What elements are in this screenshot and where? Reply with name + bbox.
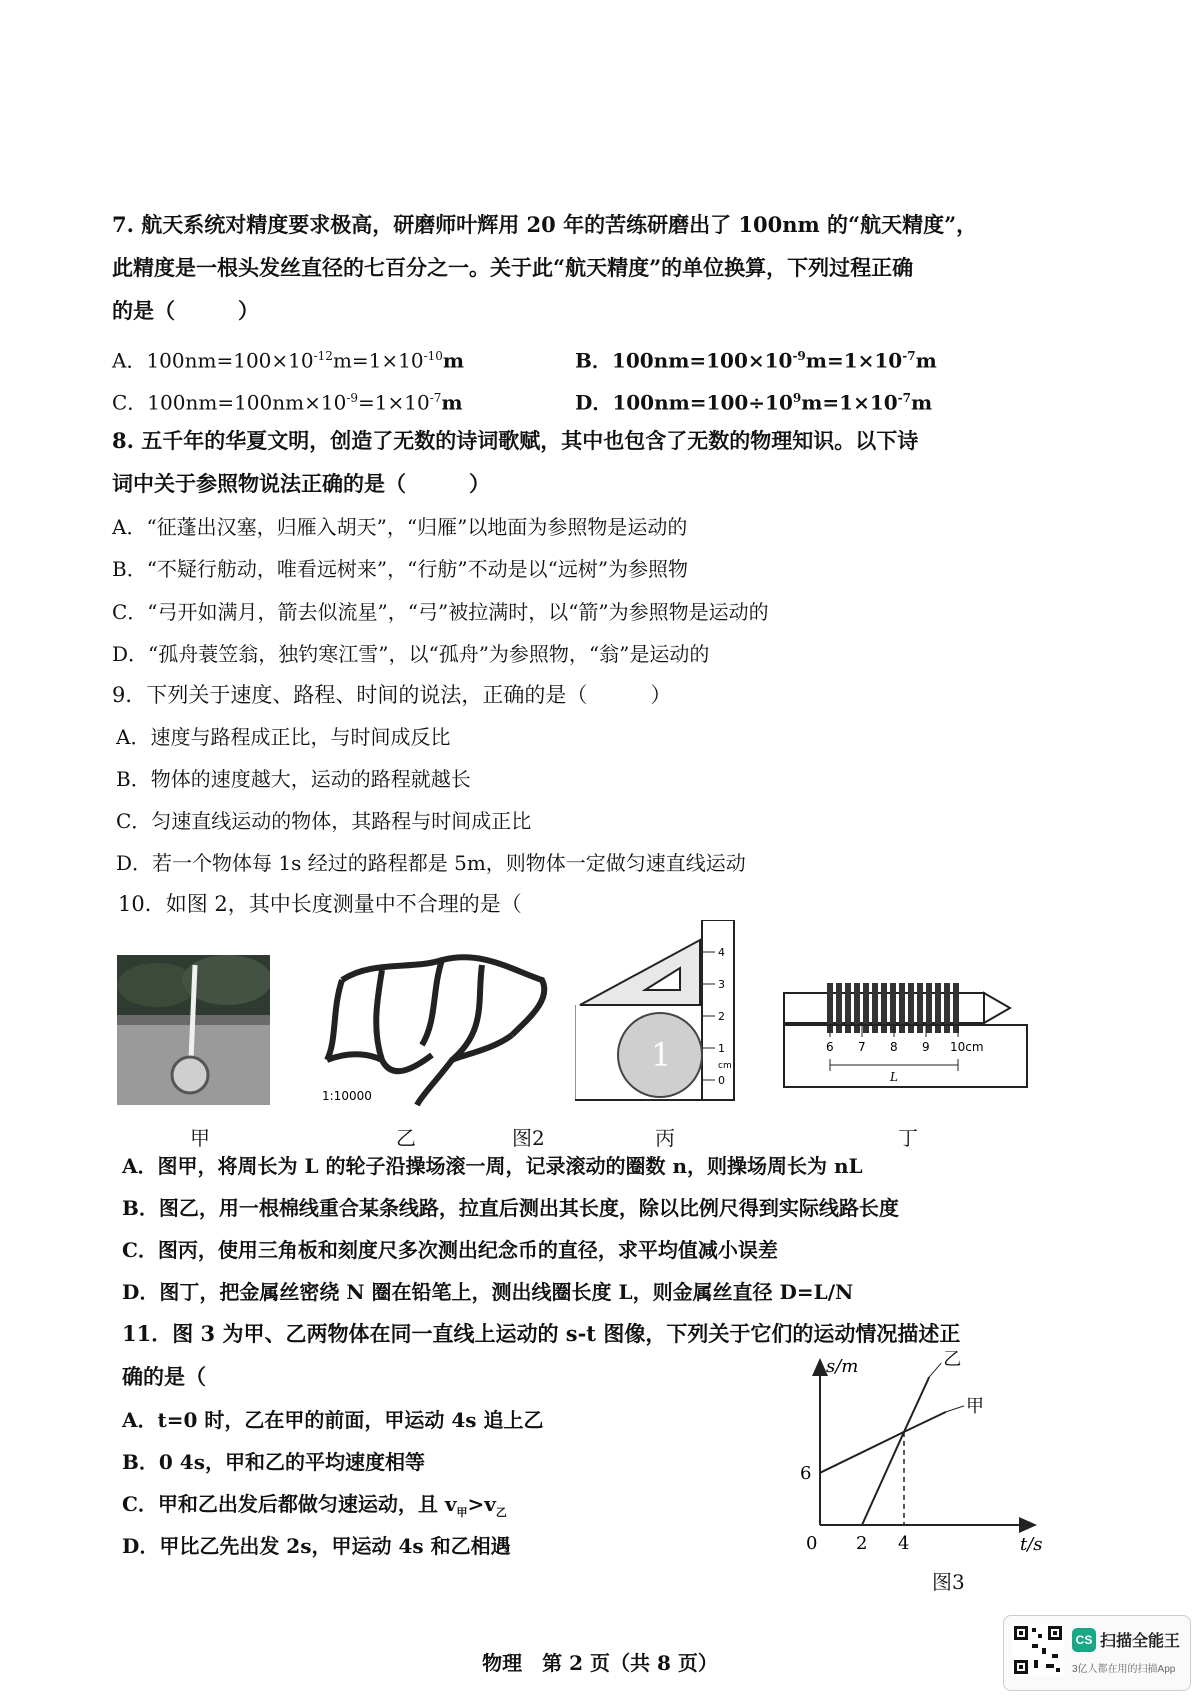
q9-option-d: D．若一个物体每 1s 经过的路程都是 5m，则物体一定做匀速直线运动 [116,851,746,875]
q11-option-a: A．t=0 时，乙在甲的前面，甲运动 4s 追上乙 [122,1408,544,1432]
series-line-jia [820,1412,946,1473]
q9-option-a: A．速度与路程成正比，与时间成反比 [116,725,451,749]
q11-option-b: B．0 4s，甲和乙的平均速度相等 [122,1450,425,1474]
q8-option-d: D．“孤舟蓑笠翁，独钓寒江雪”，以“孤舟”为参照物，“翁”是运动的 [112,642,710,666]
vruler-0: 0 [718,1074,725,1087]
figure-yi-map [312,940,552,1110]
q7-option-b: B．$100nm=100\times 10^{-9}m=1\times 10^{-7}m$ [575,348,937,373]
q11-option-d: D．甲比乙先出发 2s，甲运动 4s 和乙相遇 [122,1534,511,1558]
vruler-3: 3 [718,978,725,991]
y-tick-6: 6 [800,1462,812,1484]
figure-label-yi: 乙 [396,1126,416,1150]
q10-option-a: A．图甲，将周长为 L 的轮子沿操场滚一周，记录滚动的圈数 n，则操场周长为 nL [122,1154,863,1178]
y-axis-label: s/m [826,1356,859,1377]
figure-jia-photo [117,955,270,1105]
q9-line1: 9．下列关于速度、路程、时间的说法，正确的是（ ） [112,683,672,707]
figure-bing-ruler-coin [575,920,745,1105]
q7-option-a: A．$100nm=100\times 10^{-12}m=1\times 10^{-10}m$ [112,348,465,373]
q7-line2: 此精度是一根头发丝直径的七百分之一。关于此“航天精度”的单位换算，下列过程正确 [112,255,914,280]
series-leader-jia [946,1406,964,1412]
x-axis-label: t/s [1020,1534,1043,1555]
q9-option-b: B．物体的速度越大，运动的路程就越长 [116,767,471,791]
camscanner-logo-icon: CS [1072,1628,1096,1652]
page-footer: 物理 第 2 页（共 8 页） [482,1651,718,1675]
figure-2-caption: 图2 [512,1126,545,1150]
x-tick-0: 0 [806,1533,818,1554]
q10-option-b: B．图乙，用一根棉线重合某条线路，拉直后测出其长度，除以比例尺得到实际线路长度 [122,1196,899,1220]
ruler-tick-8: 8 [890,1040,898,1054]
figure-label-jia: 甲 [190,1126,210,1150]
q7-line3: 的是（ ） [112,298,259,323]
ruler-tick-10cm: 10cm [950,1040,984,1054]
x-tick-4: 4 [898,1533,910,1554]
x-tick-2: 2 [856,1533,868,1554]
q11-line1: 11．图 3 为甲、乙两物体在同一直线上运动的 s-t 图像，下列关于它们的运动情况描述正 [122,1321,961,1346]
q10-line1: 10．如图 2，其中长度测量中不合理的是（ [118,892,522,916]
figure-label-ding: 丁 [898,1126,918,1150]
q9-option-c: C．匀速直线运动的物体，其路程与时间成正比 [116,809,532,833]
vruler-4: 4 [718,946,725,959]
q7-line1: 7. 航天系统对精度要求极高，研磨师叶辉用 20 年的苦练研磨出了 100nm 的“航天精度”， [112,212,978,237]
scanner-app-name: 扫描全能王 [1100,1633,1181,1650]
q8-option-c: C．“弓开如满月，箭去似流星”，“弓”被拉满时，以“箭”为参照物是运动的 [112,600,769,624]
vruler-cm: cm [718,1061,732,1071]
q7-option-d: D．$100nm=100\div 10^9m=1\times 10^{-7}m$ [575,390,933,415]
figure-ding-coil-ruler [782,975,1032,1095]
q8-line1: 8. 五千年的华夏文明，创造了无数的诗词歌赋，其中也包含了无数的物理知识。以下诗 [112,428,919,453]
q11-line2: 确的是（ [122,1364,206,1389]
series-line-yi [862,1377,929,1525]
svg-text:1: 1 [651,1036,672,1074]
series-label-jia: 甲 [966,1395,984,1417]
series-label-yi: 乙 [943,1350,962,1371]
ruler-tick-6: 6 [826,1040,834,1054]
q10-option-d: D．图丁，把金属丝密绕 N 圈在铅笔上，测出线圈长度 L，则金属丝直径 D=L/N [122,1280,854,1304]
q7-option-c: C．$100nm=100nm\times 10^{-9}=1\times 10^{-7}m$ [112,390,463,415]
q8-line2: 词中关于参照物说法正确的是（ ） [112,471,490,496]
ruler-tick-9: 9 [922,1040,930,1054]
figure-3-caption: 图3 [932,1570,965,1594]
series-leader-yi [929,1363,941,1377]
ruler-tick-7: 7 [858,1040,866,1054]
map-scale: 1:10000 [322,1089,372,1103]
q11-option-c: C．甲和乙出发后都做匀速运动，且 $v_甲>v_乙$ [122,1492,507,1519]
vruler-1: 1 [718,1042,725,1055]
figure-label-bing: 丙 [655,1126,675,1150]
ruler-L-label: L [890,1070,898,1084]
st-graph [790,1350,1050,1570]
scanner-app-tagline: 3亿人都在用的扫描App [1072,1664,1176,1675]
q8-option-b: B．“不疑行舫动，唯看远树来”，“行舫”不动是以“远树”为参照物 [112,557,689,581]
q8-option-a: A．“征蓬出汉塞，归雁入胡天”，“归雁”以地面为参照物是运动的 [112,515,688,539]
qr-code-icon [1012,1624,1064,1676]
q10-option-c: C．图丙，使用三角板和刻度尺多次测出纪念币的直径，求平均值减小误差 [122,1238,778,1262]
vruler-2: 2 [718,1010,725,1023]
scanner-watermark-badge [1003,1615,1191,1691]
